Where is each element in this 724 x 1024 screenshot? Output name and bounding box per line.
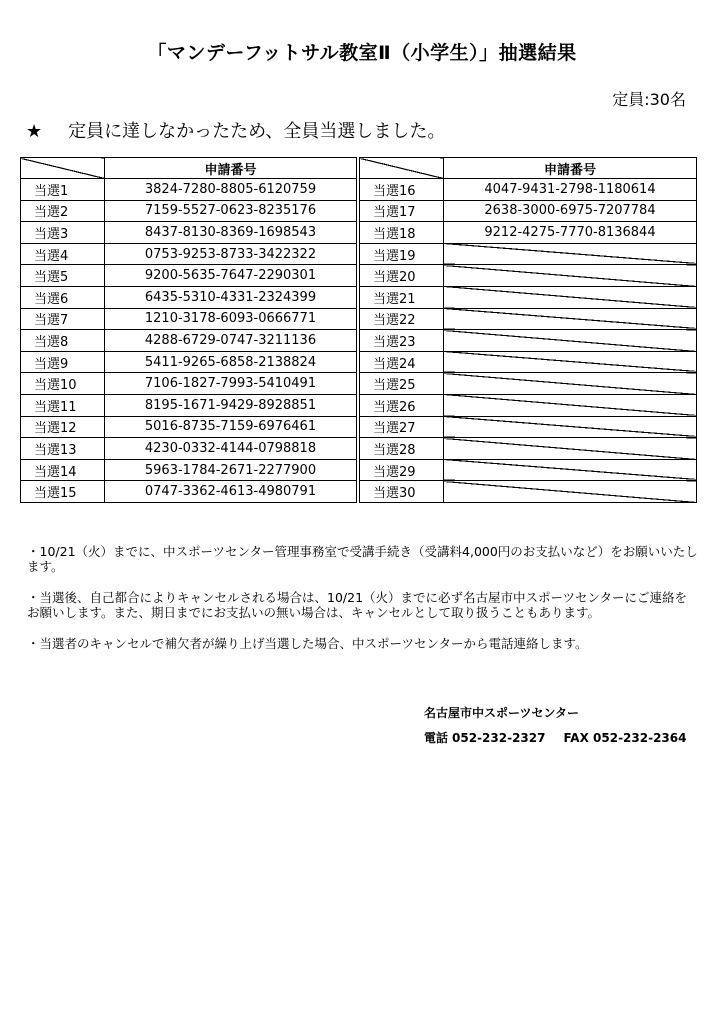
- empty-slot-cell: [444, 286, 697, 308]
- table-row: [21, 200, 697, 222]
- winner-label: 当選11: [21, 394, 105, 416]
- winner-label: 当選14: [21, 459, 105, 481]
- winner-label: 当選8: [21, 330, 105, 352]
- winner-label: 当選24: [360, 351, 444, 373]
- fax-number: FAX 052-232-2364: [563, 731, 687, 745]
- application-number: 4047-9431-2798-1180614: [444, 179, 697, 201]
- winner-label: 当選1: [21, 179, 105, 201]
- empty-slot-cell: [444, 373, 697, 395]
- winner-label: 当選10: [21, 373, 105, 395]
- table-row: [21, 394, 697, 416]
- table-row: [21, 416, 697, 438]
- application-number: 5016-8735-7159-6976461: [105, 416, 357, 438]
- empty-slot-cell: [444, 243, 697, 265]
- winner-label: 当選5: [21, 265, 105, 287]
- winner-label: 当選15: [21, 481, 105, 503]
- application-number: 7159-5527-0623-8235176: [105, 200, 357, 222]
- application-number: 4230-0332-4144-0798818: [105, 438, 357, 460]
- winner-label: 当選22: [360, 308, 444, 330]
- table-row: [21, 373, 697, 395]
- application-number: 5963-1784-2671-2277900: [105, 459, 357, 481]
- table-row: [21, 351, 697, 373]
- winner-label: 当選28: [360, 438, 444, 460]
- tel-number: 052-232-2327: [452, 731, 546, 745]
- empty-slot-cell: [444, 438, 697, 460]
- empty-slot-cell: [444, 394, 697, 416]
- winner-label: 当選26: [360, 394, 444, 416]
- application-number: 2638-3000-6975-7207784: [444, 200, 697, 222]
- empty-slot-cell: [444, 416, 697, 438]
- winner-label: 当選17: [360, 200, 444, 222]
- capacity-text: 定員:30名: [612, 90, 686, 109]
- application-number: 7106-1827-7993-5410491: [105, 373, 357, 395]
- winner-label: 当選21: [360, 286, 444, 308]
- results-table: [20, 157, 697, 503]
- winner-label: 当選29: [360, 459, 444, 481]
- winner-label: 当選23: [360, 330, 444, 352]
- empty-slot-cell: [444, 330, 697, 352]
- notice: [26, 117, 445, 143]
- page-title: 「マンデーフットサル教室Ⅱ（小学生）」抽選結果: [147, 42, 577, 64]
- star-icon: ★: [26, 121, 43, 142]
- application-number: 8437-8130-8369-1698543: [105, 222, 357, 244]
- tel-label: 電話: [424, 731, 449, 745]
- empty-slot-cell: [444, 308, 697, 330]
- table-row: [21, 459, 697, 481]
- winner-label: 当選7: [21, 308, 105, 330]
- winner-label: 当選6: [21, 286, 105, 308]
- winner-label: 当選27: [360, 416, 444, 438]
- empty-slot-cell: [444, 265, 697, 287]
- application-number: 4288-6729-0747-3211136: [105, 330, 357, 352]
- notice-text: 定員に達しなかったため、全員当選しました。: [68, 121, 446, 142]
- winner-label: 当選9: [21, 351, 105, 373]
- header-slash-cell: [360, 158, 444, 179]
- table-row: [21, 330, 697, 352]
- notes: [27, 544, 699, 667]
- empty-slot-cell: [444, 351, 697, 373]
- application-number: 3824-7280-8805-6120759: [105, 179, 357, 201]
- application-number: 9200-5635-7647-2290301: [105, 265, 357, 287]
- table-header-row: [21, 158, 697, 179]
- header-label-right: 申請番号: [444, 158, 697, 179]
- note-item: ・当選者のキャンセルで補欠者が繰り上げ当選した場合、中スポーツセンターから電話連絡します。: [27, 636, 588, 651]
- winner-label: 当選20: [360, 265, 444, 287]
- application-number: 0747-3362-4613-4980791: [105, 481, 357, 503]
- winner-label: 当選13: [21, 438, 105, 460]
- table-row: [21, 481, 697, 503]
- application-number: 9212-4275-7770-8136844: [444, 222, 697, 244]
- table-row: [21, 308, 697, 330]
- table-row: [21, 265, 697, 287]
- table-row: [21, 179, 697, 201]
- contact-name: 名古屋市中スポーツセンター: [424, 706, 580, 720]
- table-row: [21, 222, 697, 244]
- application-number: 8195-1671-9429-8928851: [105, 394, 357, 416]
- application-number: 6435-5310-4331-2324399: [105, 286, 357, 308]
- winner-label: 当選16: [360, 179, 444, 201]
- table-row: [21, 438, 697, 460]
- winner-label: 当選4: [21, 243, 105, 265]
- winner-label: 当選18: [360, 222, 444, 244]
- winner-label: 当選12: [21, 416, 105, 438]
- winner-label: 当選2: [21, 200, 105, 222]
- winner-label: 当選25: [360, 373, 444, 395]
- contact-block: [424, 701, 686, 751]
- note-item: ・当選後、自己都合によりキャンセルされる場合は、10/21（火）までに必ず名古屋市中スポーツセンターにご連絡をお願いします。また、期日までにお支払いの無い場合は、キャンセルとして取り扱うこともあります。: [27, 590, 688, 620]
- header-slash-cell: [21, 158, 105, 179]
- table-row: [21, 286, 697, 308]
- contact-phone-line: [424, 726, 686, 751]
- winner-label: 当選19: [360, 243, 444, 265]
- empty-slot-cell: [444, 459, 697, 481]
- application-number: 1210-3178-6093-0666771: [105, 308, 357, 330]
- application-number: 5411-9265-6858-2138824: [105, 351, 357, 373]
- header-label-left: 申請番号: [105, 158, 357, 179]
- table-row: [21, 243, 697, 265]
- application-number: 0753-9253-8733-3422322: [105, 243, 357, 265]
- winner-label: 当選3: [21, 222, 105, 244]
- winner-label: 当選30: [360, 481, 444, 503]
- empty-slot-cell: [444, 481, 697, 503]
- note-item: ・10/21（火）までに、中スポーツセンター管理事務室で受講手続き（受講料4,000円のお支払いなど）をお願いいたします。: [27, 544, 698, 574]
